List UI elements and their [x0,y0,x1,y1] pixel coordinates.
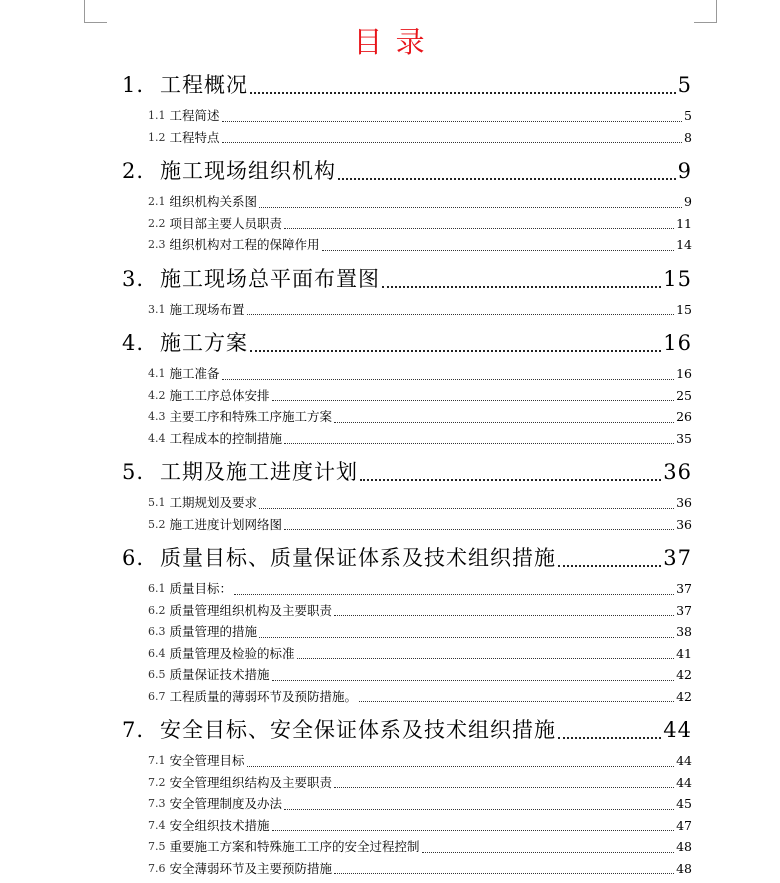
section-number: 7.2 [148,775,166,789]
section-title: 重要施工方案和特殊施工工序的安全过程控制 [169,839,420,854]
chapter-page-number: 15 [663,266,692,291]
section-title: 质量目标： [169,581,233,596]
chapter-number: 4. [122,331,145,355]
toc-section-entry[interactable] [122,578,692,600]
section-number: 6.5 [148,668,166,681]
section-number: 7.4 [148,818,166,832]
section-number: 5.2 [148,517,166,531]
dot-leader [297,658,675,659]
section-number: 1.2 [148,130,166,144]
section-page-number: 44 [676,753,692,768]
section-title: 施工现场布置 [169,301,245,317]
section-page-number: 11 [676,215,692,231]
margin-corner-mark-right [694,0,717,23]
dot-leader [334,787,674,788]
dot-leader [334,422,674,423]
section-number: 7.6 [148,861,166,875]
section-number: 7.5 [148,840,166,853]
section-title: 施工工序总体安排 [169,387,270,403]
section-title: 组织机构关系图 [169,194,258,209]
toc-section-entry[interactable] [122,428,692,450]
toc-section-entry[interactable] [122,234,692,256]
section-number: 3.1 [148,302,166,316]
section-title: 工程质量的薄弱环节及预防措施。 [169,688,358,704]
dot-leader [360,479,661,481]
section-number: 2.3 [148,238,166,251]
toc-section-entry[interactable] [122,492,692,514]
chapter-number: 3. [122,266,145,291]
dot-leader [322,250,675,251]
chapter-title: 工期及施工进度计划 [160,460,358,484]
dot-leader [558,737,661,739]
section-number: 6.3 [148,625,166,638]
toc-section-entry[interactable] [122,836,692,858]
dot-leader [259,207,682,208]
section-title: 质量管理组织机构及主要职责 [169,602,333,618]
dot-leader [284,443,674,444]
toc-section-entry[interactable] [122,664,692,686]
chapter-number: 1. [122,73,145,97]
section-title: 项目部主要人员职责 [169,215,283,231]
section-number: 2.2 [148,216,166,230]
margin-corner-mark-left [84,0,107,23]
chapter-title: 质量目标、质量保证体系及技术组织措施 [160,546,556,570]
toc-chapter-entry[interactable] [122,711,692,750]
section-page-number: 37 [676,602,692,618]
dot-leader [422,852,675,853]
section-page-number: 36 [676,495,692,510]
section-page-number: 37 [676,581,692,596]
chapter-title: 施工方案 [160,331,248,355]
section-number: 4.4 [148,431,166,445]
dot-leader [284,228,674,229]
chapter-number: 7. [122,718,145,742]
toc-section-entry[interactable] [122,406,692,428]
dot-leader [222,379,675,380]
dot-leader [272,830,675,831]
section-title: 主要工序和特殊工序施工方案 [169,409,333,424]
section-page-number: 41 [676,645,692,661]
toc-section-entry[interactable] [122,213,692,235]
section-number: 6.7 [148,689,166,703]
section-title: 安全薄弱环节及主要预防措施 [169,860,333,876]
spacer [122,879,692,883]
toc-section-entry[interactable] [122,514,692,536]
chapter-title: 施工现场总平面布置图 [160,266,380,291]
section-title: 施工准备 [169,366,220,381]
section-page-number: 47 [676,817,692,833]
section-page-number: 16 [676,366,692,381]
chapter-title: 安全目标、安全保证体系及技术组织措施 [160,718,556,742]
toc-chapter-entry[interactable] [122,539,692,578]
toc-section-entry[interactable] [122,363,692,385]
dot-leader [338,178,676,180]
dot-leader [382,286,661,288]
chapter-number: 6. [122,546,145,570]
section-title: 施工进度计划网络图 [169,516,283,532]
section-page-number: 9 [684,194,692,209]
section-page-number: 35 [676,430,692,446]
section-page-number: 42 [676,667,692,682]
section-page-number: 48 [676,860,692,876]
toc-chapter-entry[interactable] [122,66,692,105]
chapter-title: 施工现场组织机构 [160,159,336,183]
toc-section-entry[interactable] [122,815,692,837]
dot-leader [250,92,676,94]
dot-leader [334,873,674,874]
toc-section-entry[interactable] [122,621,692,643]
toc-section-entry[interactable] [122,191,692,213]
dot-leader [222,121,683,122]
toc-section-entry[interactable] [122,385,692,407]
section-page-number: 25 [676,387,692,403]
toc-section-entry[interactable] [122,127,692,149]
dot-leader [259,508,674,509]
dot-leader [284,809,674,810]
chapter-page-number: 16 [663,331,692,355]
section-title: 工程成本的控制措施 [169,430,283,446]
section-title: 质量管理的措施 [169,624,258,639]
section-number: 2.1 [148,195,166,208]
section-number: 6.4 [148,646,166,660]
dot-leader [272,400,675,401]
section-page-number: 42 [676,688,692,704]
toc-section-entry[interactable] [122,793,692,815]
section-page-number: 36 [676,516,692,532]
dot-leader [272,680,675,681]
section-page-number: 38 [676,624,692,639]
section-title: 工程特点 [169,129,220,145]
section-page-number: 45 [676,796,692,811]
dot-leader [247,314,675,315]
section-number: 6.1 [148,582,166,595]
section-number: 7.1 [148,754,166,767]
chapter-number: 5. [122,460,145,484]
section-title: 工程简述 [169,108,220,123]
dot-leader [359,701,674,702]
toc-section-entry[interactable] [122,686,692,708]
chapter-number: 2. [122,159,145,183]
section-number: 1.1 [148,109,166,122]
section-number: 4.2 [148,388,166,402]
section-number: 4.1 [148,367,166,380]
section-title: 安全管理目标 [169,753,245,768]
toc-section-entry[interactable] [122,772,692,794]
dot-leader [247,766,675,767]
table-of-contents [122,66,692,883]
dot-leader [222,142,683,143]
chapter-page-number: 37 [663,546,692,570]
section-page-number: 14 [676,237,692,252]
toc-section-entry[interactable] [122,600,692,622]
toc-title: 目 录 [353,25,427,59]
toc-chapter-entry[interactable] [122,324,692,363]
dot-leader [334,615,674,616]
chapter-page-number: 36 [663,460,692,484]
section-number: 5.1 [148,496,166,509]
toc-chapter-entry[interactable] [122,453,692,492]
section-page-number: 44 [676,774,692,790]
toc-section-entry[interactable] [122,299,692,321]
toc-chapter-entry[interactable] [122,152,692,191]
section-page-number: 8 [684,129,692,145]
toc-chapter-entry[interactable] [122,260,692,299]
section-page-number: 26 [676,409,692,424]
dot-leader [284,529,674,530]
dot-leader [250,350,661,352]
section-page-number: 15 [676,301,692,317]
section-number: 4.3 [148,410,166,423]
section-title: 安全组织技术措施 [169,817,270,833]
section-title: 组织机构对工程的保障作用 [169,237,320,252]
dot-leader [234,594,674,595]
toc-section-entry[interactable] [122,105,692,127]
dot-leader [259,637,674,638]
section-title: 质量保证技术措施 [169,667,270,682]
section-title: 安全管理制度及办法 [169,796,283,811]
toc-section-entry[interactable] [122,750,692,772]
section-number: 7.3 [148,797,166,810]
chapter-page-number: 5 [677,73,692,97]
section-page-number: 48 [676,839,692,854]
section-title: 安全管理组织结构及主要职责 [169,774,333,790]
toc-section-entry[interactable] [122,858,692,880]
chapter-page-number: 44 [663,718,692,742]
section-page-number: 5 [684,108,692,123]
chapter-page-number: 9 [677,159,692,183]
toc-section-entry[interactable] [122,643,692,665]
section-title: 工期规划及要求 [169,495,258,510]
chapter-title: 工程概况 [160,73,248,97]
dot-leader [558,565,661,567]
section-number: 6.2 [148,603,166,617]
section-title: 质量管理及检验的标准 [169,645,295,661]
